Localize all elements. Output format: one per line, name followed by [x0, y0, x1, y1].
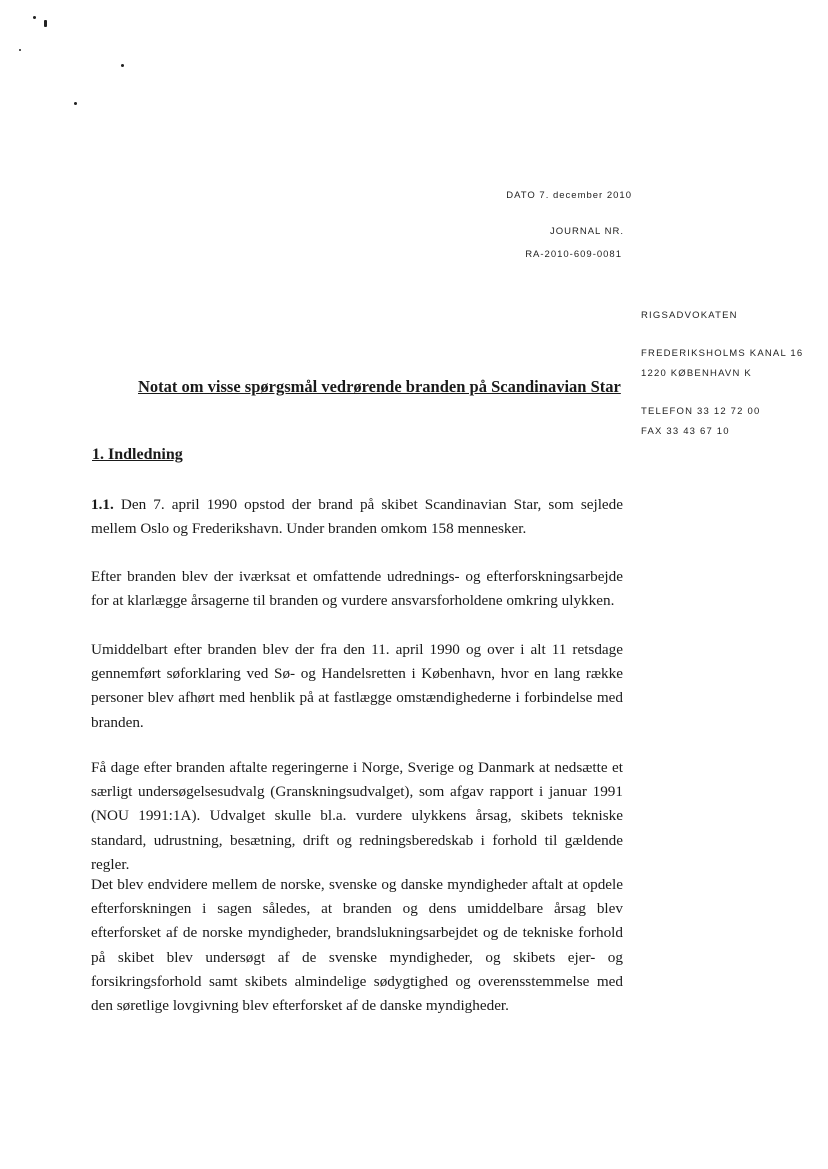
- scan-speck: [19, 49, 21, 51]
- sender-telefon: TELEFON 33 12 72 00: [641, 406, 761, 417]
- paragraph-number: 1.1.: [91, 496, 114, 513]
- journal-number: RA-2010-609-0081: [525, 249, 622, 260]
- document-title: Notat om visse spørgsmål vedrørende branden på Scandinavian Star: [138, 377, 621, 396]
- sender-fax: FAX 33 43 67 10: [641, 426, 730, 437]
- paragraph-text: Umiddelbart efter branden blev der fra den 11. april 1990 og over i alt 11 retsdage gennemført søforklaring ved Sø- og Handelsretten i København, hvor en lang række personer blev afhørt med henblik på at fastlægge omstændighederne i forbindelse med branden.: [91, 641, 623, 731]
- paragraph-text: Få dage efter branden aftalte regeringerne i Norge, Sverige og Danmark at nedsætte et særligt undersøgelsesudvalg (Granskningsudvalget), som afgav rapport i januar 1991 (NOU 1991:1A). Udvalget skulle bl.a. vurdere ulykkens årsag, skibets tekniske standard, udrustning, besætning, drift og redningsberedskab i forhold til gældende regler.: [91, 759, 623, 873]
- sender-address-line2: 1220 KØBENHAVN K: [641, 368, 752, 379]
- paragraph-1: [91, 493, 623, 541]
- scan-speck: [33, 16, 36, 19]
- scan-speck: [121, 64, 124, 67]
- journal-label: JOURNAL NR.: [550, 226, 624, 237]
- scan-speck: [74, 102, 77, 105]
- paragraph-text: Den 7. april 1990 opstod der brand på skibet Scandinavian Star, som sejlede mellem Oslo og Frederikshavn. Under branden omkom 158 mennesker.: [91, 496, 624, 538]
- paragraph-5: [91, 873, 623, 1018]
- section-heading: 1. Indledning: [92, 446, 183, 463]
- scan-speck: [44, 20, 47, 27]
- sender-name: RIGSADVOKATEN: [641, 310, 738, 321]
- paragraph-3: [91, 638, 623, 735]
- document-date: DATO 7. december 2010: [506, 190, 632, 201]
- paragraph-text: Det blev endvidere mellem de norske, svenske og danske myndigheder aftalt at opdele efterforskningen i sagen således, at branden og dens umiddelbare årsag blev efterforsket af de norske myndigheder, brandslukningsarbejdet og de tekniske forhold på skibet blev undersøgt af de svenske myndigheder, og skibets ejer- og forsikringsforhold samt skibets almindelige sødygtighed og overensstemmelse med den søretlige lovgivning blev efterforsket af de danske myndigheder.: [91, 876, 623, 1015]
- paragraph-4: [91, 756, 623, 877]
- sender-address-line1: FREDERIKSHOLMS KANAL 16: [641, 348, 804, 359]
- paragraph-2: [91, 565, 623, 613]
- paragraph-text: Efter branden blev der iværksat et omfattende udrednings- og efterforskningsarbejde for at klarlægge årsagerne til branden og vurdere ansvarsforholdene omkring ulykken.: [91, 568, 623, 610]
